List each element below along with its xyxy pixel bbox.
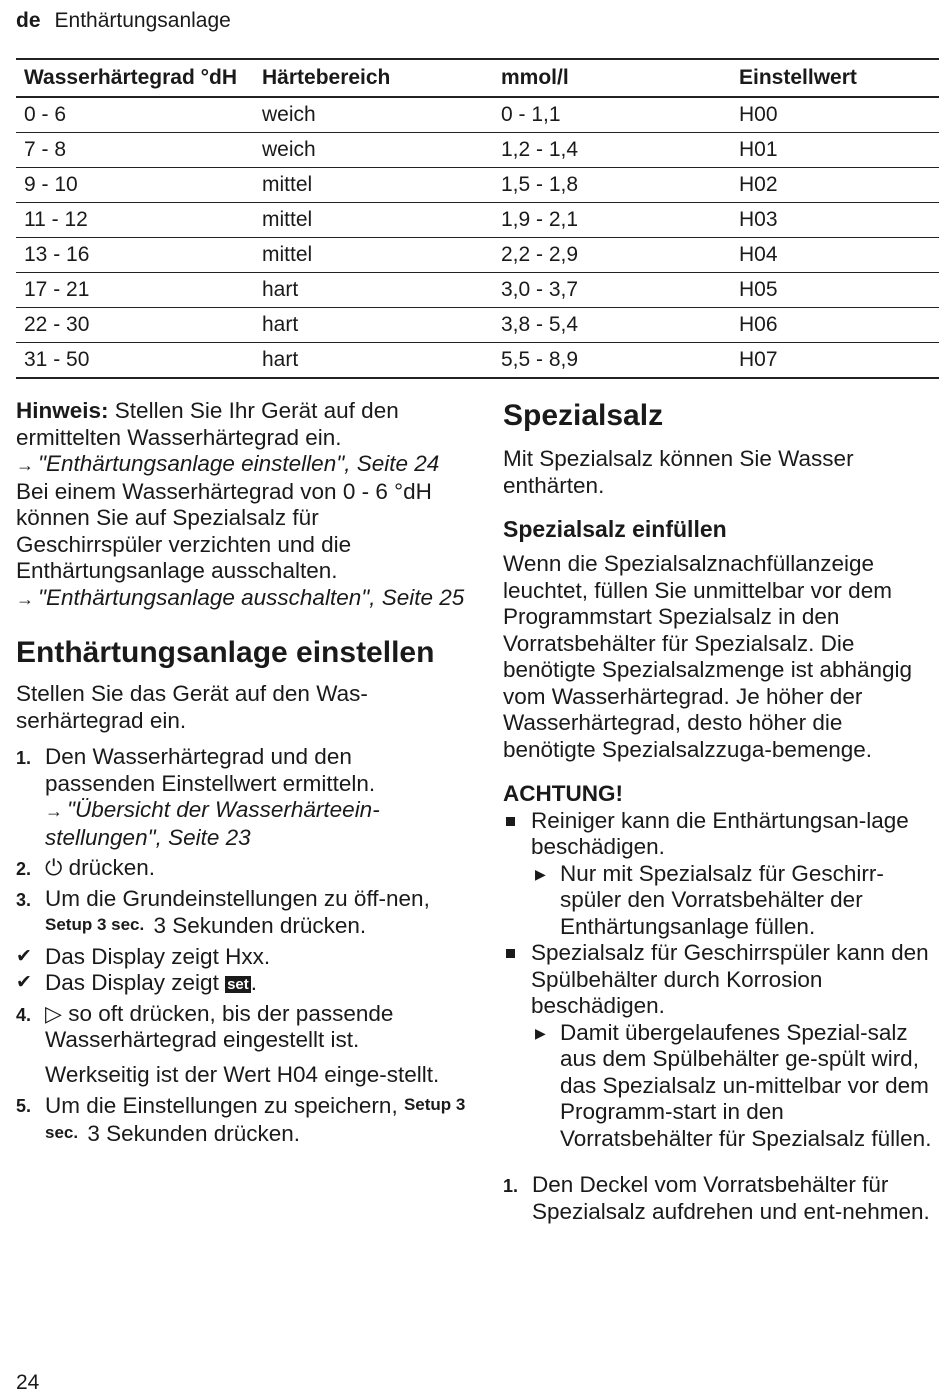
table-cell: weich bbox=[254, 133, 493, 168]
cross-reference-text: "Enthärtungsanlage einstellen", Seite 24 bbox=[38, 451, 440, 476]
display-set-badge: set bbox=[227, 976, 249, 993]
table-cell: 0 - 1,1 bbox=[493, 97, 731, 133]
triangle-bullet-icon: ▶ bbox=[535, 1024, 546, 1041]
table-cell: 5,5 - 8,9 bbox=[493, 343, 731, 379]
step-item bbox=[16, 855, 466, 882]
table-row bbox=[16, 133, 939, 168]
language-code: de bbox=[16, 9, 41, 32]
column-header: Härtebereich bbox=[254, 59, 493, 97]
arrow-right-icon: → bbox=[16, 455, 34, 475]
column-header: Einstellwert bbox=[731, 59, 939, 97]
table-row bbox=[16, 203, 939, 238]
column-header: Wasserhärtegrad °dH bbox=[16, 59, 254, 97]
cross-reference-text: "Übersicht der Wasserhärteein-stellungen", Seite 23 bbox=[45, 797, 380, 850]
warning-list bbox=[503, 808, 939, 1153]
step-text: so oft drücken, bis der passende Wasserhärtegrad eingestellt ist. bbox=[45, 1000, 394, 1052]
table-cell: 0 - 6 bbox=[16, 97, 254, 133]
section-intro: Stellen Sie das Gerät auf den Was-serhärtegrad ein. bbox=[16, 681, 368, 733]
step-number: 5. bbox=[16, 1096, 32, 1116]
cross-reference-link[interactable] bbox=[16, 585, 466, 613]
step-text: drücken. bbox=[68, 855, 155, 880]
setup-key-label: Setup 3 sec. bbox=[45, 915, 145, 934]
table-header-row bbox=[16, 59, 939, 97]
action-item bbox=[531, 1020, 939, 1153]
right-column bbox=[503, 398, 939, 1225]
note-text: Stellen Sie Ihr Gerät auf den ermittelten Wasserhärtegrad ein. bbox=[16, 398, 399, 450]
instruction-steps bbox=[16, 744, 466, 940]
step-number: 3. bbox=[16, 889, 32, 910]
table-cell: H05 bbox=[731, 273, 939, 308]
table-cell: 2,2 - 2,9 bbox=[493, 238, 731, 273]
table-cell: H00 bbox=[731, 97, 939, 133]
step-text: 3 Sekunden drücken. bbox=[87, 1120, 301, 1146]
cross-reference-link[interactable] bbox=[16, 451, 466, 479]
power-button-icon: ⏻ bbox=[45, 855, 63, 880]
instruction-steps bbox=[16, 1001, 466, 1148]
arrow-right-icon: → bbox=[45, 801, 63, 821]
section-intro: Mit Spezialsalz können Sie Wasser enthärten. bbox=[503, 446, 854, 498]
header-title: Enthärtungsanlage bbox=[54, 9, 231, 32]
table-row bbox=[16, 343, 939, 379]
bullet-square-icon bbox=[506, 949, 515, 958]
section-heading: Spezialsalz bbox=[503, 399, 664, 432]
table-cell: 1,9 - 2,1 bbox=[493, 203, 731, 238]
table-cell: 1,2 - 1,4 bbox=[493, 133, 731, 168]
table-row bbox=[16, 168, 939, 203]
checkmark-icon: ✔ bbox=[16, 945, 32, 967]
water-hardness-table bbox=[16, 58, 939, 379]
step-text: 3 Sekunden drücken. bbox=[153, 913, 367, 938]
step-note: Werkseitig ist der Wert H04 einge-stellt. bbox=[45, 1061, 440, 1087]
table-cell: 11 - 12 bbox=[16, 203, 254, 238]
warning-text: Reiniger kann die Enthärtungsan-lage beschädigen. bbox=[531, 807, 909, 859]
result-item bbox=[16, 970, 466, 997]
table-row bbox=[16, 273, 939, 308]
step-text: Um die Einstellungen zu speichern, bbox=[45, 1093, 398, 1118]
table-cell: H06 bbox=[731, 308, 939, 343]
section-heading: Enthärtungsanlage einstellen bbox=[16, 636, 435, 669]
table-cell: hart bbox=[254, 308, 493, 343]
cross-reference-text: "Enthärtungsanlage ausschalten", Seite 25 bbox=[38, 584, 465, 610]
step-item bbox=[503, 1172, 939, 1225]
note-label: Hinweis: bbox=[16, 398, 109, 423]
action-item bbox=[531, 861, 939, 941]
note-paragraph bbox=[16, 398, 466, 451]
table-cell: 9 - 10 bbox=[16, 168, 254, 203]
action-text: Damit übergelaufenes Spezial-salz aus dem Spülbehälter ge-spült wird, das Spezialsalz un-mittelbar vor dem Programm-start in den Vorratsbehälter für Spezialsalz füllen. bbox=[560, 1019, 932, 1151]
bullet-square-icon bbox=[506, 817, 515, 826]
step-item bbox=[16, 886, 466, 940]
next-button-icon: ▷ bbox=[45, 1000, 62, 1026]
step-text: Den Wasserhärtegrad und den passenden Einstellwert ermitteln. bbox=[45, 744, 376, 796]
table-row bbox=[16, 97, 939, 133]
cross-reference-link[interactable] bbox=[45, 797, 380, 850]
table-cell: 22 - 30 bbox=[16, 308, 254, 343]
table-cell: H01 bbox=[731, 133, 939, 168]
step-text: Um die Grundeinstellungen zu öff-nen, bbox=[45, 885, 430, 911]
left-column bbox=[16, 398, 466, 1147]
action-text: Nur mit Spezialsalz für Geschirr-spüler den Vorratsbehälter der Enthärtungsanlage füllen. bbox=[560, 860, 884, 939]
note-paragraph-2: Bei einem Wasserhärtegrad von 0 - 6 °dH können Sie auf Spezialsalz für Geschirrspüler verzichten und die Enthärtungsanlage ausschalten. bbox=[16, 478, 432, 583]
table-cell: 17 - 21 bbox=[16, 273, 254, 308]
result-text: Das Display zeigt Hxx. bbox=[45, 943, 271, 969]
table-cell: mittel bbox=[254, 168, 493, 203]
warning-item bbox=[503, 940, 939, 1152]
warning-text: Spezialsalz für Geschirrspüler kann den Spülbehälter durch Korrosion beschädigen. bbox=[531, 940, 929, 1018]
result-list bbox=[16, 944, 466, 997]
table-cell: hart bbox=[254, 343, 493, 379]
checkmark-icon: ✔ bbox=[16, 972, 32, 993]
table-row bbox=[16, 238, 939, 273]
page-header bbox=[16, 9, 231, 33]
triangle-bullet-icon: ▶ bbox=[535, 865, 546, 882]
table-cell: H02 bbox=[731, 168, 939, 203]
result-text: Das Display zeigt bbox=[45, 970, 219, 995]
instruction-steps bbox=[503, 1172, 939, 1225]
setup-key-label: Setup 3 sec. bbox=[45, 1095, 466, 1142]
table-cell: mittel bbox=[254, 238, 493, 273]
table-cell: 1,5 - 1,8 bbox=[493, 168, 731, 203]
column-header: mmol/l bbox=[493, 59, 731, 97]
step-item bbox=[16, 1092, 466, 1147]
subsection-heading: Spezialsalz einfüllen bbox=[503, 516, 727, 542]
table-cell: mittel bbox=[254, 203, 493, 238]
result-text-end: . bbox=[250, 970, 258, 995]
table-cell: 3,8 - 5,4 bbox=[493, 308, 731, 343]
table-cell: 3,0 - 3,7 bbox=[493, 273, 731, 308]
step-item bbox=[16, 744, 466, 851]
step-item bbox=[16, 1001, 466, 1089]
step-number: 1. bbox=[503, 1176, 519, 1196]
table-cell: 31 - 50 bbox=[16, 343, 254, 379]
table-cell: weich bbox=[254, 97, 493, 133]
warning-item bbox=[503, 808, 939, 941]
step-number: 1. bbox=[16, 748, 32, 768]
arrow-right-icon: → bbox=[16, 588, 34, 609]
warning-label: ACHTUNG! bbox=[503, 781, 623, 806]
body-paragraph: Wenn die Spezialsalznachfüllanzeige leuchtet, füllen Sie unmittelbar vor dem Programmstart Spezialsalz in den Vorratsbehälter für Spezialsalz. Die benötigte Spezialsalzmenge ist abhängig vom Wasserhärtegrad. Je höher der Wasserhärtegrad, desto höher die benötigte Spezialsalzzuga-bemenge. bbox=[503, 551, 913, 762]
step-number: 4. bbox=[16, 1004, 32, 1025]
step-number: 2. bbox=[16, 859, 32, 879]
table-row bbox=[16, 308, 939, 343]
table-cell: hart bbox=[254, 273, 493, 308]
step-text: Den Deckel vom Vorratsbehälter für Spezialsalz aufdrehen und ent-nehmen. bbox=[532, 1172, 930, 1224]
table-cell: H03 bbox=[731, 203, 939, 238]
page-number: 24 bbox=[16, 1371, 40, 1394]
table-cell: H04 bbox=[731, 238, 939, 273]
table-cell: H07 bbox=[731, 343, 939, 379]
table-cell: 13 - 16 bbox=[16, 238, 254, 273]
table-cell: 7 - 8 bbox=[16, 133, 254, 168]
result-item bbox=[16, 944, 466, 971]
